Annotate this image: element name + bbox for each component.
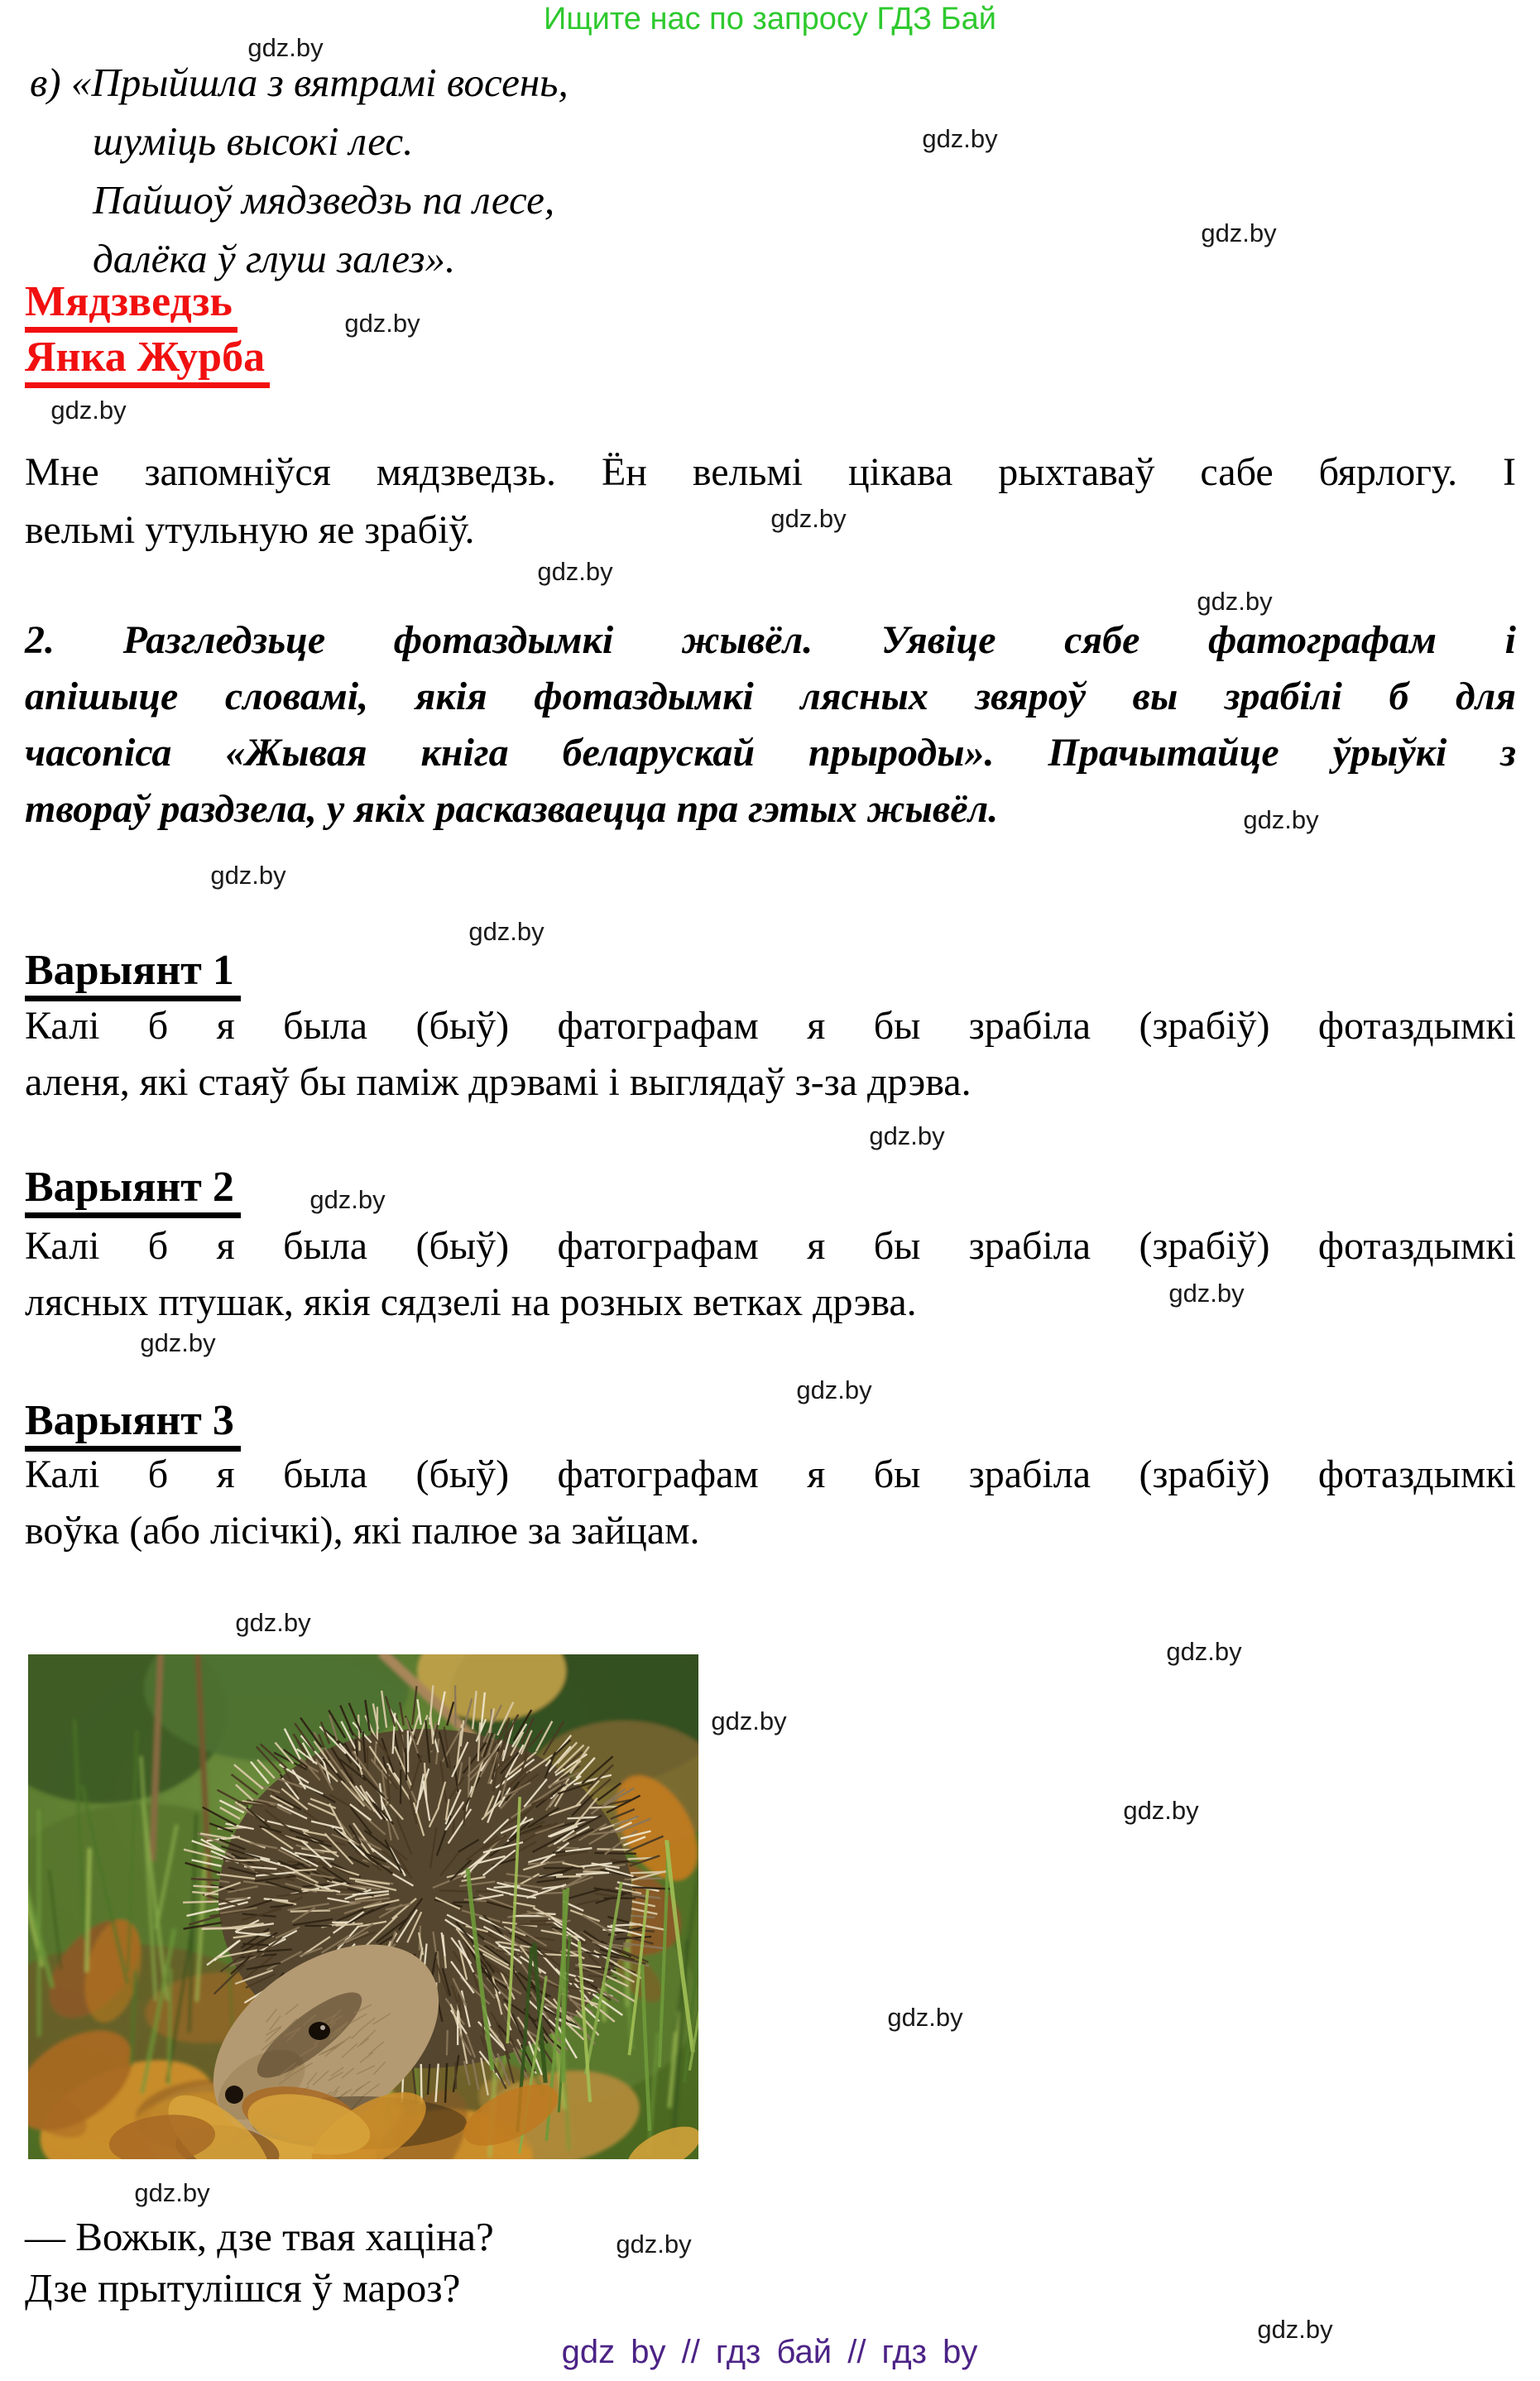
hedgehog-illustration — [28, 1654, 698, 2159]
gdz-watermark: gdz.by — [616, 2230, 692, 2259]
gdz-watermark: gdz.by — [537, 557, 613, 586]
gdz-watermark: gdz.by — [1197, 587, 1273, 616]
paragraph-line: Калі б я была (быў) фатографам я бы зрабіла (зрабіў) фотаздымкі — [25, 1004, 1516, 1048]
poem-quote — [30, 53, 569, 288]
gdz-watermark: gdz.by — [134, 2178, 210, 2207]
variant-1-paragraph — [25, 998, 1516, 1111]
gdz-watermark: gdz.by — [247, 33, 324, 62]
variant-1-title: Варыянт 1 — [25, 948, 241, 1001]
hedgehog-photo — [28, 1654, 698, 2159]
paragraph-line: вельмі утульную яе зрабіў. — [25, 508, 475, 552]
task-paragraph — [25, 612, 1516, 838]
paragraph-line: Калі б я была (быў) фатографам я бы зрабіла (зрабіў) фотаздымкі — [25, 1224, 1516, 1268]
paragraph-line: твораў раздзела, у якіх расказваецца пра гэтых жывёл. — [25, 787, 999, 831]
gdz-watermark: gdz.by — [235, 1608, 311, 1637]
gdz-watermark: gdz.by — [468, 917, 545, 946]
paragraph-line: часопіса «Жывая кніга беларускай прыроды». Прачытайце ўрыўкі з — [25, 731, 1516, 775]
promo-banner: Ищите нас по запросу ГДЗ Бай — [544, 2, 996, 36]
poem-line: Пайшоў мядзведзь па лесе, — [93, 177, 555, 223]
gdz-watermark: gdz.by — [1201, 218, 1277, 247]
gdz-watermark: gdz.by — [770, 504, 847, 533]
paragraph-line: 2. Разгледзьце фотаздымкі жывёл. Уявіце сябе фатографам і — [25, 618, 1516, 662]
gdz-watermark: gdz.by — [210, 861, 286, 890]
paragraph-line: апішыце словамі, якія фотаздымкі лясных звяроў вы зрабілі б для — [25, 674, 1516, 718]
poem-line: шуміць высокі лес. — [93, 118, 414, 164]
paragraph-line: лясных птушак, якія сядзелі на розных ветках дрэва. — [25, 1280, 917, 1324]
gdz-watermark: gdz.by — [1168, 1279, 1245, 1308]
variant-2-paragraph — [25, 1218, 1516, 1331]
gdz-watermark: gdz.by — [1243, 805, 1319, 834]
variant-3-title: Варыянт 3 — [25, 1399, 241, 1452]
gdz-watermark: gdz.by — [1257, 2315, 1333, 2344]
gdz-watermark: gdz.by — [887, 2003, 963, 2032]
gdz-watermark: gdz.by — [140, 1328, 216, 1357]
gdz-watermark: gdz.by — [309, 1185, 386, 1214]
gdz-watermark: gdz.by — [50, 396, 127, 425]
gdz-watermark: gdz.by — [869, 1121, 945, 1150]
gdz-watermark: gdz.by — [922, 124, 998, 153]
paragraph-line: аленя, які стаяў бы паміж дрэвамі і выглядаў з-за дрэва. — [25, 1060, 971, 1104]
dialog-line: Дзе прытулішся ў мароз? — [25, 2265, 461, 2311]
memory-paragraph — [25, 444, 1516, 559]
paragraph-line: воўка (або лісічкі), які палюе за зайцам. — [25, 1509, 700, 1553]
work-title: Мядзведзь — [25, 280, 237, 333]
gdz-watermark: gdz.by — [344, 309, 420, 338]
dialog-line: — Вожык, дзе твая хаціна? — [25, 2214, 494, 2259]
variant-2-title: Варыянт 2 — [25, 1165, 241, 1218]
work-author: Янка Журба — [25, 335, 270, 388]
variant-3-paragraph — [25, 1447, 1516, 1559]
gdz-watermark: gdz.by — [1123, 1796, 1199, 1825]
footer-site-links: gdz by // гдз бай // гдз by — [561, 2334, 978, 2370]
gdz-watermark: gdz.by — [796, 1375, 872, 1404]
poem-line: далёка ў глуш залез». — [93, 236, 456, 281]
gdz-watermark: gdz.by — [711, 1707, 787, 1735]
poem-line: в) «Прыйшла з вятрамі восень, — [30, 60, 569, 105]
gdz-watermark: gdz.by — [1166, 1637, 1242, 1666]
paragraph-line: Мне запомніўся мядзведзь. Ён вельмі цікава рыхтаваў сабе бярлогу. І — [25, 450, 1516, 494]
paragraph-line: Калі б я была (быў) фатографам я бы зрабіла (зрабіў) фотаздымкі — [25, 1452, 1516, 1496]
dialog-quote — [25, 2211, 494, 2314]
